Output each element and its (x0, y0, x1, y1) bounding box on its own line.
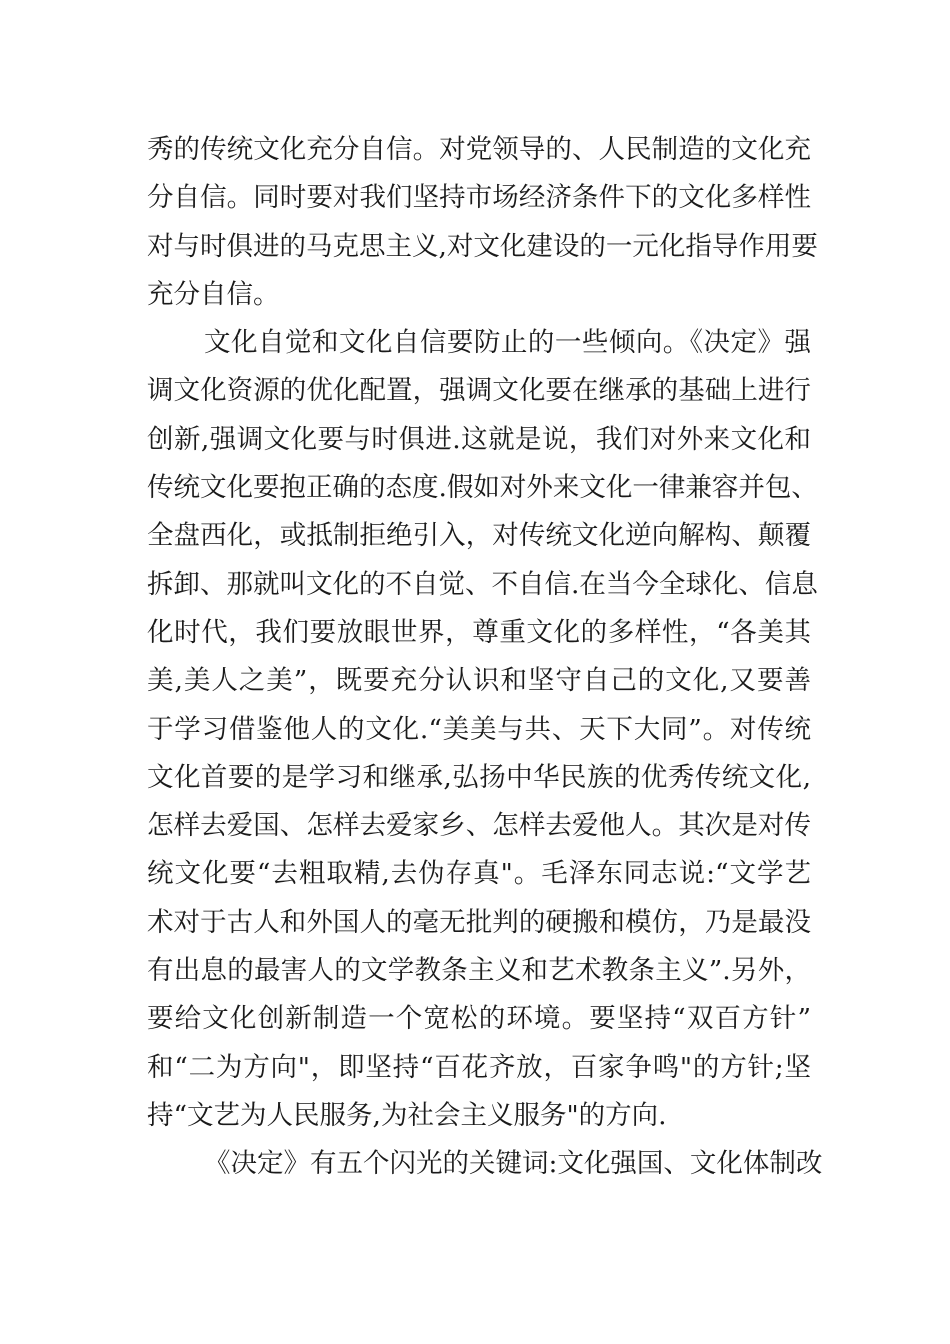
text-line: 对与时俱进的马克思主义,对文化建设的一元化指导作用要 (147, 230, 818, 262)
text-line: 化时代，我们要放眼世界，尊重文化的多样性，“各美其 (147, 616, 811, 648)
text-line: 创新,强调文化要与时俱进.这就是说，我们对外来文化和 (147, 423, 811, 455)
text-line: 怎样去爱国、怎样去爱家乡、怎样去爱他人。其次是对传 (147, 810, 811, 842)
text-line: 传统文化要抱正确的态度.假如对外来文化一律兼容并包、 (147, 472, 818, 504)
text-line: 术对于古人和外国人的毫无批判的硬搬和模仿，乃是最没 (147, 906, 811, 938)
text-line: 分自信。同时要对我们坚持市场经济条件下的文化多样性 (147, 182, 811, 214)
text-line: 要给文化创新制造一个宽松的环境。要坚持“双百方针” (147, 1003, 811, 1035)
text-line: 和“二为方向"，即坚持“百花齐放，百家争鸣"的方针;坚 (147, 1051, 811, 1083)
text-line: 统文化要“去粗取精,去伪存真"。毛泽东同志说:“文学艺 (147, 858, 811, 890)
text-line: 秀的传统文化充分自信。对党领导的、人民制造的文化充 (147, 134, 811, 165)
text-line: 有出息的最害人的文学教条主义和艺术教条主义”.另外， (147, 955, 811, 987)
text-line: 文化自觉和文化自信要防止的一些倾向。《决定》强 (204, 327, 811, 359)
text-line: 美,美人之美”，既要充分认识和坚守自己的文化,又要善 (147, 665, 811, 697)
text-line: 持“文艺为人民服务,为社会主义服务"的方向. (147, 1099, 667, 1131)
text-line: 拆卸、那就叫文化的不自觉、不自信.在当今全球化、信息 (147, 568, 818, 600)
text-line: 全盘西化，或抵制拒绝引入，对传统文化逆向解构、颠覆 (147, 520, 811, 552)
document-body (147, 126, 823, 1189)
text-line: 于学习借鉴他人的文化.“美美与共、天下大同”。对传统 (147, 713, 811, 745)
text-line: 《决定》有五个闪光的关键词:文化强国、文化体制改 (204, 1148, 823, 1180)
text-line: 充分自信。 (147, 278, 280, 310)
text-line: 调文化资源的优化配置，强调文化要在继承的基础上进行 (147, 375, 811, 407)
text-line: 文化首要的是学习和继承,弘扬中华民族的优秀传统文化, (147, 761, 811, 793)
